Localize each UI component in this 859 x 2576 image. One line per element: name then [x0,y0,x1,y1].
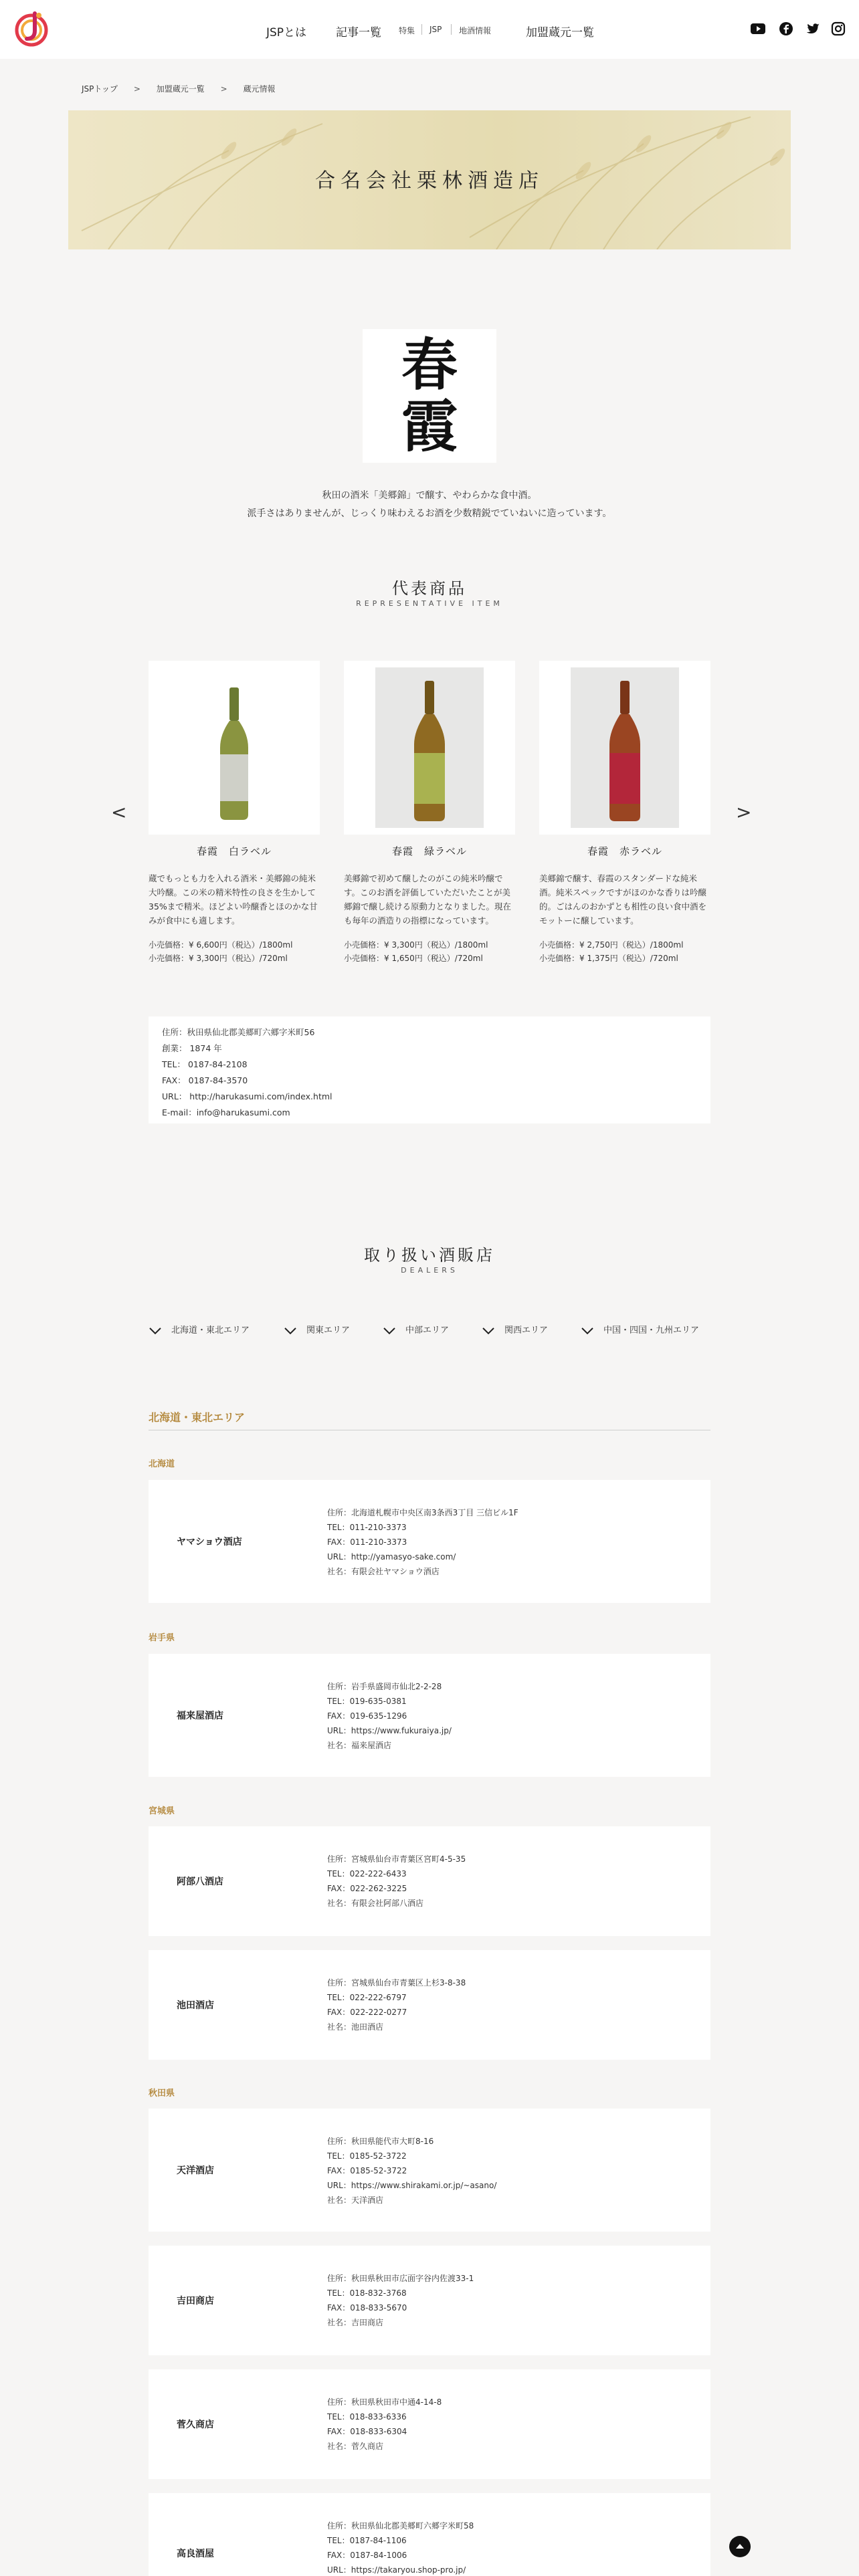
dealer-address: 住所：岩手県盛岡市仙北2-2-28 [327,1682,442,1691]
dealer-tel: TEL：019-635-0381 [327,1697,407,1706]
product-price: 小売価格：¥ 2,750円（税込）/1800ml [539,940,684,950]
dealer-address: 住所：宮城県仙台市青葉区宮町4-5-35 [327,1854,466,1864]
dealer-url[interactable]: URL：https://takaryou.shop-pro.jp/ [327,2565,466,2575]
product-price: 小売価格：¥ 3,300円（税込）/1800ml [344,940,488,950]
nav-articles[interactable]: 記事一覧 [336,26,381,39]
brand-logo [363,329,496,463]
dealer-fax: FAX：0187-84-1006 [327,2551,407,2560]
company-info [149,1016,710,1123]
products-section-subtitle: REPRESENTATIVE ITEM [356,599,503,608]
facebook-icon[interactable] [779,21,793,36]
dealer-company: 社名：菅久商店 [327,2442,384,2451]
instagram-icon[interactable] [831,21,846,36]
dealer-card [149,1826,710,1936]
dealer-name: 阿部八酒店 [177,1876,223,1887]
company-address: 住所：秋田県仙北郡美郷町六郷字米町56 [162,1027,315,1037]
brand-logo-text: 春霞 [401,332,458,459]
dealer-address: 住所：秋田県秋田市広面字谷内佐渡33-1 [327,2274,474,2283]
dealer-url[interactable]: URL：https://www.fukuraiya.jp/ [327,1726,452,1735]
products-section-title: 代表商品 [392,579,467,598]
bottle-image [571,667,679,828]
breadcrumb [82,83,289,94]
dealer-fax: FAX：018-833-6304 [327,2427,407,2436]
dealer-url[interactable]: URL：https://www.shirakami.or.jp/~asano/ [327,2181,497,2190]
back-to-top-button[interactable] [729,2536,751,2557]
tab-chubu[interactable]: 中部エリア [383,1323,449,1335]
carousel-next-button[interactable]: > [736,801,752,823]
dealer-card [149,2493,710,2576]
dealer-name: 吉田商店 [177,2296,214,2306]
dealer-name: 天洋酒店 [177,2165,214,2176]
tab-kanto[interactable]: 関東エリア [284,1323,350,1335]
hero-banner [68,110,791,249]
breadcrumb-separator: > [133,84,140,94]
dealer-company: 社名：吉田商店 [327,2318,384,2327]
company-url[interactable]: URL： http://harukasumi.com/index.html [162,1091,332,1101]
product-name: 春霞 緑ラベル [391,845,467,857]
dealer-address: 住所：宮城県仙台市青葉区上杉3-8-38 [327,1978,466,1988]
product-description: 美郷錦で初めて醸したのがこの純米吟醸です。このお酒を評価していただいたことが美郷錦で醸し続ける原動力となりました。現在も毎年の酒造りの指標になっています。 [344,873,512,926]
dealer-tel: TEL：022-222-6433 [327,1869,407,1879]
dealer-card [149,1480,710,1603]
main-nav [0,0,859,59]
breadcrumb-breweries[interactable]: 加盟蔵元一覧 [156,84,205,94]
dealers-section-title: 取り扱い酒販店 [364,1246,495,1265]
dealer-fax: FAX：019-635-1296 [327,1711,407,1721]
twitter-icon[interactable] [805,21,820,36]
dealer-address: 住所：秋田県仙北郡美郷町六郷字米町58 [327,2521,474,2531]
dealer-company: 社名：池田酒店 [327,2022,384,2032]
prefecture-title: 宮城県 [149,1806,175,1816]
dealer-card [149,1950,710,2060]
dealer-fax: FAX：011-210-3373 [327,1537,407,1547]
product-card[interactable] [149,661,320,965]
product-card[interactable] [344,661,515,965]
prefecture-title: 秋田県 [149,2088,175,2099]
site-header [0,0,859,59]
chevron-down-icon [149,1327,162,1335]
dealer-name: 池田酒店 [177,2000,214,2011]
product-image-frame [344,661,515,835]
dealer-url[interactable]: URL：http://yamasyo-sake.com/ [327,1552,456,1562]
breadcrumb-current: 蔵元情報 [243,84,276,94]
tab-hokkaido-tohoku[interactable]: 北海道・東北エリア [149,1323,250,1335]
nav-jsp[interactable]: JSP [430,25,442,34]
chevron-down-icon [581,1327,594,1335]
chevron-down-icon [284,1327,297,1335]
dealer-tel: TEL：022-222-6797 [327,1993,407,2002]
brand-description-line: 派手さはありませんが、じっくり味わえるお酒を少数精鋭でていねいに造っています。 [247,508,612,519]
tab-chugoku-shikoku-kyushu[interactable]: 中国・四国・九州エリア [581,1323,699,1335]
dealer-tel: TEL：0185-52-3722 [327,2151,407,2161]
product-name: 春霞 赤ラベル [587,845,662,857]
dealer-company: 社名：有限会社ヤマショウ酒店 [327,1567,440,1576]
dealer-address: 住所：北海道札幌市中央区南3条西3丁目 三信ビル1F [327,1508,518,1517]
nav-divider [421,24,422,35]
product-image-frame [539,661,710,835]
dealer-company: 社名：天洋酒店 [327,2195,384,2205]
chevron-down-icon [383,1327,396,1335]
product-card[interactable] [539,661,710,965]
arrow-up-icon [729,2536,751,2557]
brand-description-line: 秋田の酒米「美郷錦」で醸す、やわらかな食中酒。 [322,490,537,501]
dealer-tel: TEL：0187-84-1106 [327,2536,407,2545]
product-price: 小売価格：¥ 1,650円（税込）/720ml [344,954,483,963]
dealer-name: 福来屋酒店 [177,1711,223,1721]
product-name: 春霞 白ラベル [196,845,272,857]
dealer-name: ヤマショウ酒店 [177,1537,242,1547]
bottle-image [180,667,288,828]
tab-kansai[interactable]: 関西エリア [482,1323,548,1335]
dealer-company: 社名：有限会社阿部八酒店 [327,1899,424,1908]
dealer-card [149,2109,710,2232]
nav-about[interactable]: JSPとは [266,26,307,39]
product-description: 蔵でもっとも力を入れる酒米・美郷錦の純米大吟醸。この米の精米特性の良さを生かして35%まで精米。ほどよい吟醸香とほのかな甘みが食中にも適します。 [149,873,318,926]
nav-local-sake[interactable]: 地酒情報 [459,26,492,35]
dealers-section-subtitle: DEALERS [401,1266,458,1275]
page-title: 合名会社栗林酒造店 [315,169,544,193]
product-price: 小売価格：¥ 6,600円（税込）/1800ml [149,940,293,950]
product-price: 小売価格：¥ 1,375円（税込）/720ml [539,954,678,963]
youtube-icon[interactable] [751,21,765,36]
company-tel: TEL： 0187-84-2108 [162,1059,248,1069]
dealer-company: 社名：福来屋酒店 [327,1741,392,1750]
company-email[interactable]: E-mail：info@harukasumi.com [162,1107,290,1117]
nav-divider [451,24,452,35]
dealer-card [149,2246,710,2355]
dealer-tel: TEL：018-832-3768 [327,2288,407,2298]
nav-breweries[interactable]: 加盟蔵元一覧 [526,26,594,39]
product-price: 小売価格：¥ 3,300円（税込）/720ml [149,954,288,963]
dealer-fax: FAX：022-222-0277 [327,2008,407,2017]
dealer-tel: TEL：018-833-6336 [327,2412,407,2422]
dealer-name: 高良酒屋 [177,2549,214,2559]
dealer-address: 住所：秋田県秋田市中通4-14-8 [327,2397,442,2407]
prefecture-title: 北海道 [149,1459,175,1469]
breadcrumb-separator: > [220,84,227,94]
dealer-fax: FAX：0185-52-3722 [327,2166,407,2175]
company-founded: 創業： 1874 年 [162,1043,222,1053]
dealer-card [149,2369,710,2479]
dealer-name: 菅久商店 [177,2420,214,2430]
breadcrumb-home[interactable]: JSPトップ [82,84,118,94]
dealer-fax: FAX：018-833-5670 [327,2303,407,2313]
carousel-prev-button[interactable]: < [111,801,127,823]
company-fax: FAX： 0187-84-3570 [162,1075,248,1085]
area-tabs [149,1323,710,1343]
dealer-address: 住所：秋田県能代市大町8-16 [327,2137,434,2146]
chevron-down-icon [482,1327,495,1335]
dealer-card [149,1654,710,1777]
nav-feature[interactable]: 特集 [399,26,415,35]
dealer-tel: TEL：011-210-3373 [327,1523,407,1532]
bottle-image [375,667,484,828]
dealer-fax: FAX：022-262-3225 [327,1884,407,1893]
product-description: 美郷錦で醸す、春霞のスタンダードな純米酒。純米スペックですがほのかな香りは吟醸的。ごはんのおかずとも相性の良い食中酒をモットーに醸しています。 [539,873,707,926]
product-image-frame [149,661,320,835]
region-title: 北海道・東北エリア [149,1411,246,1424]
prefecture-title: 岩手県 [149,1633,175,1643]
